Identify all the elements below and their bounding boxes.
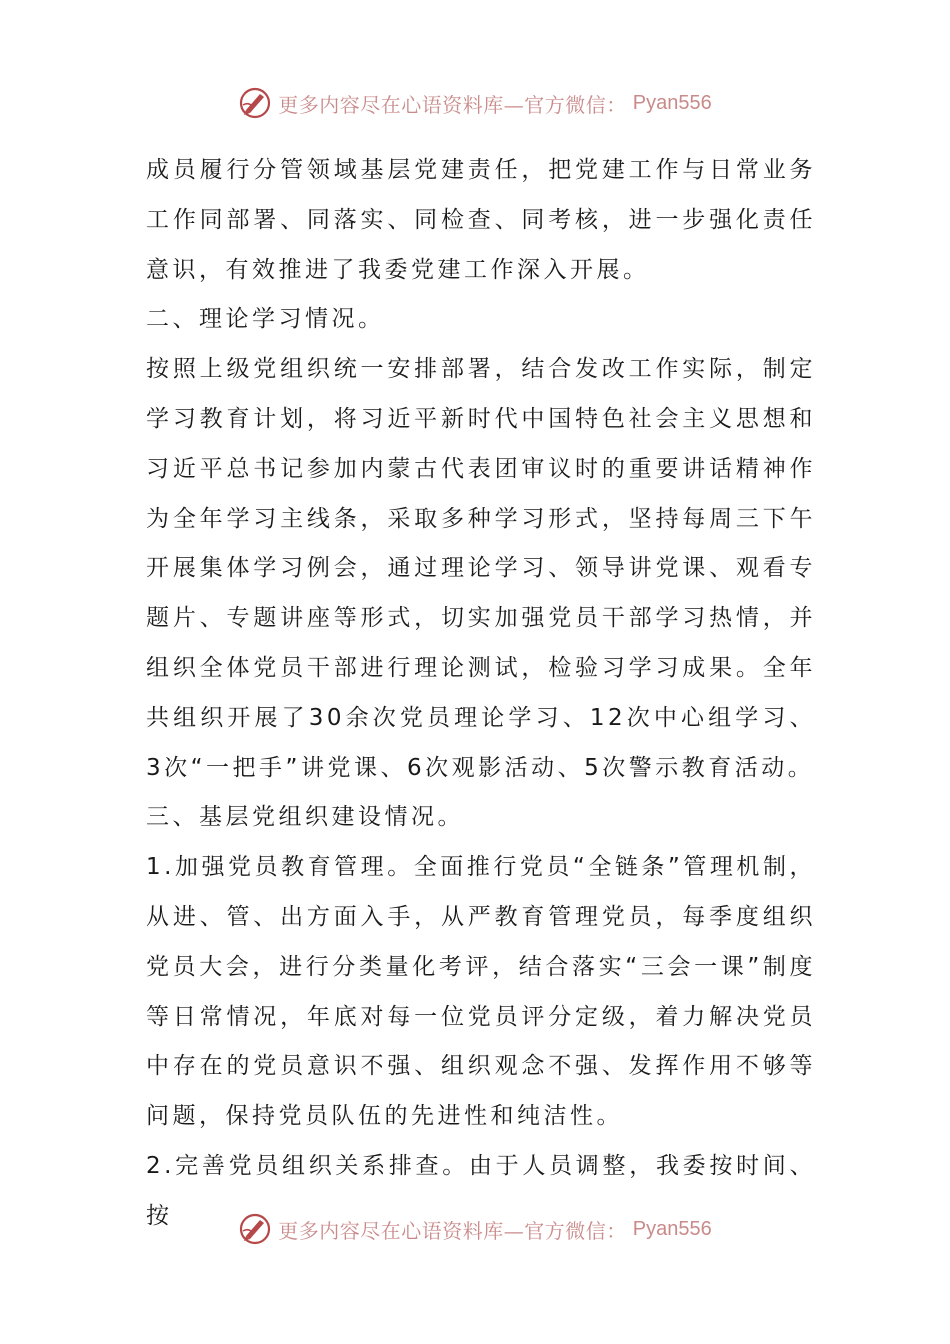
banner-wechat-id: Pyan556 [632,1217,712,1240]
pen-circle-logo-icon [238,1212,272,1246]
footer-banner [0,1209,950,1249]
section-heading-2: 二、理论学习情况。 [146,306,385,333]
document-body [146,146,816,1242]
paragraph-2: 按照上级党组织统一安排部署，结合发改工作实际，制定学习教育计划，将习近平新时代中国特色社会主义思想和习近平总书记参加内蒙古代表团审议时的重要讲话精神作为全年学习主线条，采取多种学习形式，坚持每周三下午开展集体学习例会，通过理论学习、领导讲党课、观看专题片、专题讲座等形式，切实加强党员干部学习热情，并组织全体党员干部进行理论测试，检验习学习成果。全年共组织开展了30余次党员理论学习、12次中心组学习、3次“一把手”讲党课、6次观影活动、5次警示教育活动。 [146,356,816,781]
banner-wechat-id: Pyan556 [632,91,712,114]
paragraph-3: 1.加强党员教育管理。全面推行党员“全链条”管理机制，从进、管、出方面入手，从严教育管理党员，每季度组织党员大会，进行分类量化考评，结合落实“三会一课”制度等日常情况，年底对每一位党员评分定级，着力解决党员中存在的党员意识不强、组织观念不强、发挥作用不够等问题，保持党员队伍的先进性和纯洁性。 [146,854,816,1130]
pen-circle-logo-icon [238,86,272,120]
banner-text: 更多内容尽在心语资料库—官方微信： [278,92,627,117]
header-banner [0,83,950,123]
banner-text: 更多内容尽在心语资料库—官方微信： [278,1218,627,1243]
section-heading-3: 三、基层党组织建设情况。 [146,804,464,831]
paragraph-1: 成员履行分管领域基层党建责任，把党建工作与日常业务工作同部署、同落实、同检查、同考核，进一步强化责任意识，有效推进了我委党建工作深入开展。 [146,157,816,283]
paragraph-4: 2.完善党员组织关系排查。由于人员调整，我委按时间、按 [146,1152,816,1229]
